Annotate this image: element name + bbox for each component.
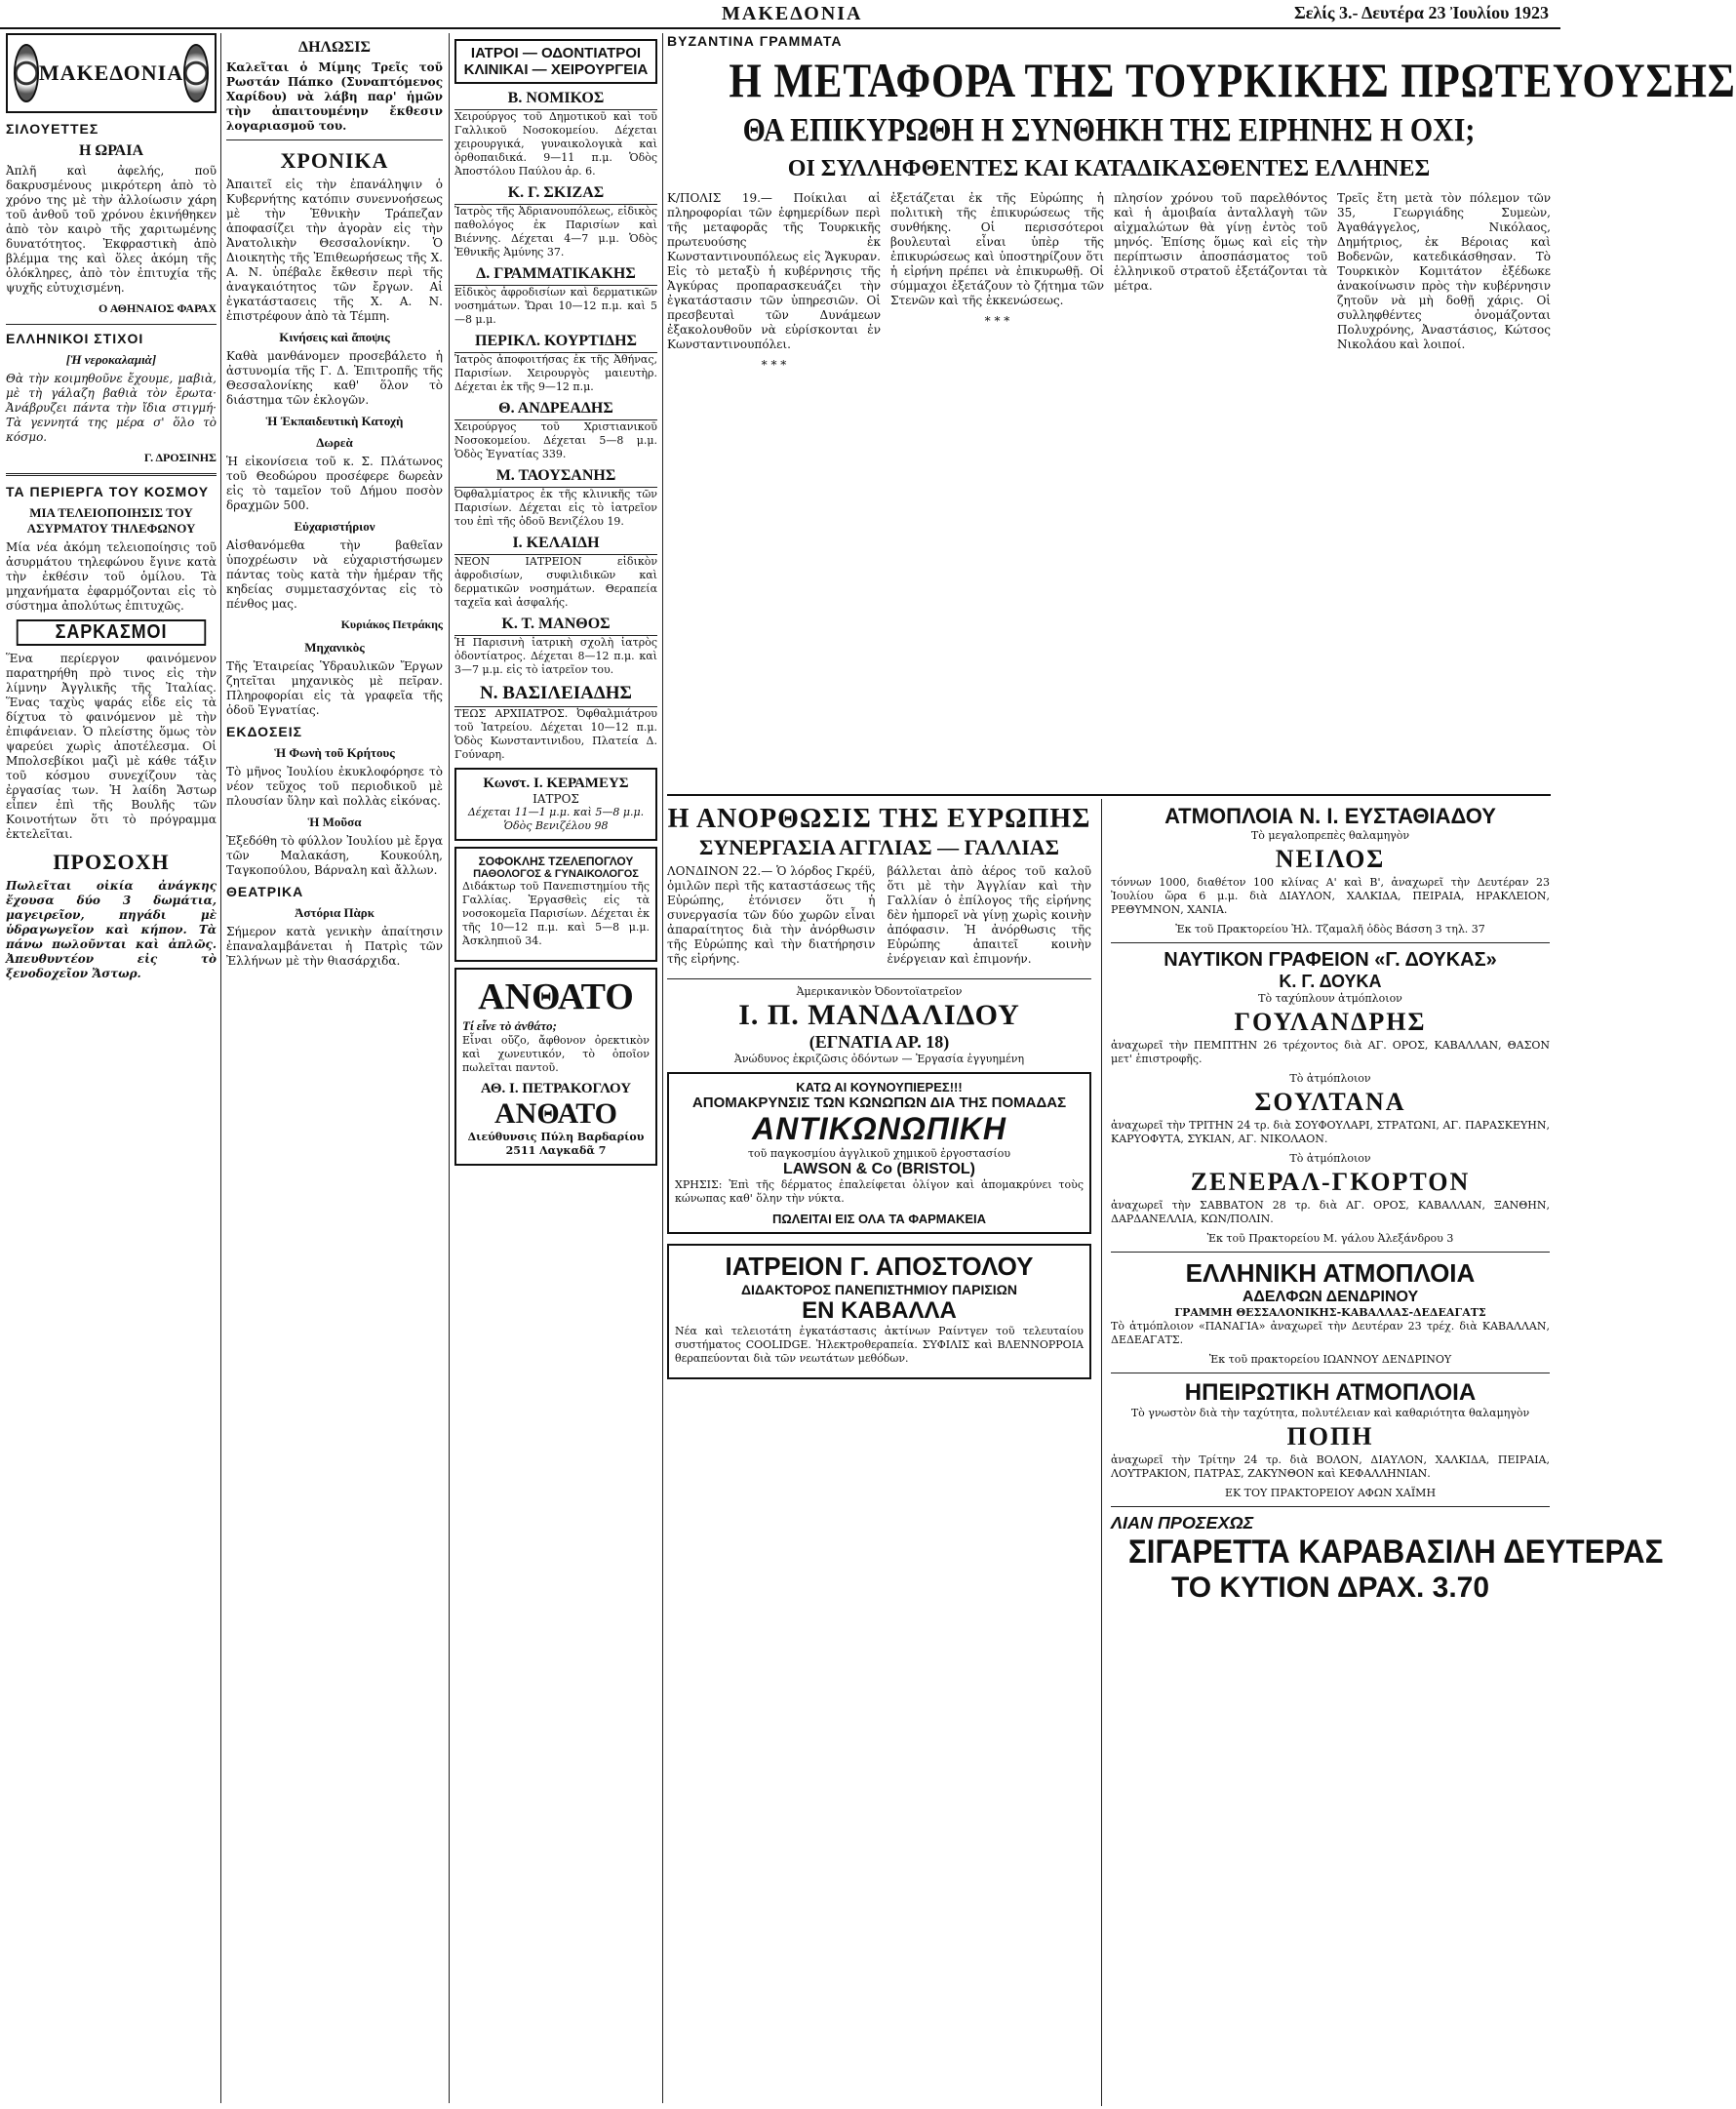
- corn-ad: [667, 1072, 1091, 1234]
- article-body: Ἀπλῆ καὶ ἀφελής, ποῦ δακρυσμένους μικρότερη ἀπὸ τὸ χρόνο της μὲ τὴν ἀλλοίωσιν χάρη τοῦ ἀνθοῦ τοῦ χρόνου ἐκινήθηκεν ἀπὸ τὸν καιρὸ τῆς χαριτωμένης δυνατότητος. Ἐκφραστικὴ ἀπὸ βλέμμα της καὶ ὅλες ἀκόμη τῆς ὁλόκληρες, ἀπὸ τὸν ἐπιτυχία τῆς ψυχῆς εὐτυχισμένη.: [6, 164, 217, 295]
- column-4: [667, 33, 1736, 2103]
- ship-footer: Ἐκ τοῦ πρακτορείου ΙΩΑΝΝΟΥ ΔΕΝΔΡΙΝΟΥ: [1208, 1353, 1452, 1366]
- ship-body: ἀναχωρεῖ τὴν ΠΕΜΠΤΗΝ 26 τρέχοντος διὰ ΑΓ. ΟΡΟΣ, ΚΑΒΑΛΛΑΝ, ΘΑΣΟΝ μετ' ἐπιστροφῆς.: [1111, 1039, 1550, 1065]
- clinic-ad: [667, 1244, 1091, 1379]
- notice-body: Πωλεῖται οἰκία ἀνάγκης ἔχουσα δύο 3 δωμάτια, μαγειρεῖον, πηγάδι μὲ ὑδραγωγεῖον καὶ κήπον. Τὰ πάνω πωλοῦνται καὶ ἀπλῶς. Ἀπευθυντέον εἰς τὸ ξενοδοχεῖον Ἄστωρ.: [6, 879, 217, 980]
- subhead-body: Καθὰ μανθάνομεν προσεβάλετο ἡ ἀστυνομία τῆς Γ. Δ. Ἐπιτροπῆς τῆς Θεσσαλονίκης καθ' ὅλον τὸ διάστημα τῶν ἐκλογῶν.: [226, 349, 443, 407]
- corn-footer: ΠΩΛΕΙΤΑΙ ΕΙΣ ΟΛΑ ΤΑ ΦΑΡΜΑΚΕΙΑ: [771, 1212, 987, 1226]
- shipping-headline: ΝΑΥΤΙΚΟΝ ΓΡΑΦΕΙΟΝ «Γ. ΔΟΥΚΑΣ»: [1164, 949, 1497, 971]
- doctors-banner: [454, 39, 657, 84]
- doctor-name: Κ. Γ. ΣΚΙΖΑΣ: [454, 184, 657, 205]
- dentist-intro: Ἀμερικανικὸν Ὀδοντοϊατρεῖον: [796, 985, 963, 998]
- article-body: βάλλεται ἀπὸ ἀέρος τοῦ καλοῦ ὅτι μὲ τὴν Ἀγγλίαν καὶ τὴν Γαλλίαν ὁ ἐπίλογος τῆς εἰρήνης δὲν ἠμπορεῖ νὰ γίνῃ χωρὶς κοινὴν ἀπόφασιν. Ἡ ἀνόρθωσις τῆς Εὐρώπης ἀπαιτεῖ κοινὴν ἐνέργειαν καὶ ἐπιμονήν.: [887, 864, 1091, 966]
- doctor-listing: [454, 265, 657, 327]
- subhead: Μηχανικὸς: [304, 640, 365, 655]
- masthead: [0, 0, 1560, 29]
- doctor-details: Εἰδικὸς ἀφροδισίων καὶ δερματικῶν νοσημάτων. Ὥραι 10—12 π.μ. καὶ 5—8 μ.μ.: [454, 286, 657, 326]
- anthato-body: Εἶναι οὔζο, ἄφθονον ὀρεκτικὸν καὶ χωνευτικόν, τὸ ὁποῖον πωλεῖται παντοῦ.: [462, 1034, 650, 1074]
- doctor-listing: [454, 333, 657, 394]
- article-body: ΛΟΝΔΙΝΟΝ 22.— Ὁ λόρδος Γκρέϋ, ὁμιλῶν περὶ τῆς καταστάσεως τῆς Εὐρώπης, ἐτόνισεν ὅτι ἡ συνεργασία τῶν δύο χωρῶν εἶναι ἀπαραίτητος διὰ τὴν ἀνόρθωσιν τῆς Εὐρώπης καὶ τὴν διατήρησιν τῆς εἰρήνης.: [667, 864, 876, 966]
- article-body: πλησίον χρόνου τοῦ παρελθόντος καὶ ἡ ἀμοιβαία ἀνταλλαγὴ τῶν αἰχμαλώτων θὰ γίνῃ ἐντὸς τοῦ μηνός. Ἐπίσης ὅμως καὶ εἰς τὴν περίπτωσιν ἀποσπάσματος τοῦ ἑλληνικοῦ στρατοῦ ἐξετάζονται τὰ μέτρα.: [1114, 191, 1327, 293]
- doctor-name: ΠΕΡΙΚΛ. ΚΟΥΡΤΙΔΗΣ: [454, 333, 657, 353]
- section-label: ΤΑ ΠΕΡΙΕΡΓΑ ΤΟΥ ΚΟΣΜΟΥ: [6, 484, 210, 499]
- logo-title: ΜΑΚΕΔΟΝΙΑ: [38, 60, 184, 85]
- ship-body: ἀναχωρεῖ τὴν ΣΑΒΒΑΤΟΝ 28 τρ. διὰ ΑΓ. ΟΡΟΣ, ΚΑΒΑΛΛΑΝ, ΞΑΝΘΗΝ, ΔΑΡΔΑΝΕΛΛΙΑ, ΚΩΝ/ΠΟΛΙΝ.: [1111, 1199, 1550, 1225]
- doctor-listing: [454, 535, 657, 610]
- declaration-body: Καλεῖται ὁ Μίμης Τρεῖς τοῦ Ρωστάν Πάπκο (Συναπτόμενος Χαρίδου) νὰ λάβη παρ' ἡμῶν τὴν ἀπαιτουμένην ἔκθεσιν λογαριασμοῦ του.: [226, 60, 443, 133]
- doctor-name: Δ. ΓΡΑΜΜΑΤΙΚΑΚΗΣ: [454, 265, 657, 286]
- divider: [667, 794, 1551, 796]
- column-divider: [220, 33, 221, 2103]
- divider: [667, 978, 1091, 979]
- europe-block: [667, 804, 1091, 1385]
- doctor-listing: [454, 90, 657, 179]
- column-divider: [662, 33, 663, 2103]
- subhead: Ἡ Φωνὴ τοῦ Κρήτους: [274, 745, 395, 760]
- doctor-details: Ἰατρὸς τῆς Ἀδριανουπόλεως, εἰδικὸς παθολόγος ἐκ Παρισίων καὶ Βιέννης. Δέχεται 4—7 μ.μ. Ὁδὸς Ἐθνικῆς Ἀμύνης 37.: [454, 205, 657, 259]
- ship-intro: Τὸ ἀτμόπλοιον: [1289, 1072, 1371, 1085]
- ship-intro: Τὸ ταχύπλουν ἀτμόπλοιον: [1258, 992, 1402, 1005]
- article-body: ἐξετάζεται ἐκ τῆς Εὐρώπης ἡ πολιτικὴ τῆς ἐπικυρώσεως τῆς συνθήκης. Οἱ περισσότεροι βουλευταὶ εἶναι ὑπὲρ τῆς ἐπικυρώσεως καὶ ὑποστηρίζουν ὅτι ἡ εἰρήνη πρέπει νὰ ἐπικυρωθῇ. Οἱ σύμμαχοι ἐξετάζουν τὸ ζήτημα τῶν Στενῶν καὶ τῆς ἐκκενώσεως.: [890, 191, 1104, 307]
- article-body: Ἕνα περίεργον φαινόμενον παρατηρήθη πρὸ τινος εἰς τὴν λίμνην Ἀγγλικῆς τῆς Ἰταλίας. Ἕνας ταχὺς ψαράς εἶδε εἰς τὰ δίχτυα τὸ φαινόμενον μὲ τὴν ἐπιφάνειαν. Ὁ πλείστης ὅμως τὸν ψαρεύει χωρὶς ἀποτέλεσμα. Οἱ Μπολσεβίκοι μαζὶ μὲ κάθε τάξιν τοῦ κόσμου συνεχίζουν τὰς ἐργασίας των. Ἡ λαίδη Ἄστωρ εἶπεν ἐπὶ τῆς Βουλῆς τῶν Κοινοτήτων ὅτι τὸ πρόγραμμα ἐκτελεῖται.: [6, 652, 217, 841]
- shipping-subheadline: Κ. Γ. ΔΟΥΚΑ: [1279, 972, 1382, 991]
- anthato-footer: ΑΝΘΑΤΟ: [493, 1097, 618, 1130]
- doctor-details: Χειρούργος τοῦ Δημοτικοῦ καὶ τοῦ Γαλλικοῦ Νοσοκομείου. Δέχεται χειρουργικά, γυναικολογικὰ καὶ ὀρθοπαιδικά. 9—11 π.μ. Ὁδὸς Ἀποστόλου Παύλου ἀρ. 6.: [454, 110, 657, 178]
- column-divider: [1101, 799, 1102, 2106]
- doctor-details: Δέχεται 11—1 μ.μ. καὶ 5—8 μ.μ. Ὁδὸς Βενιζέλου 98: [467, 806, 645, 832]
- doctor-name: Μ. ΤΑΟΥΣΑΝΗΣ: [454, 467, 657, 488]
- ship-intro: Τὸ ἀτμόπλοιον: [1289, 1152, 1371, 1165]
- section-banner: ΣΑΡΚΑΣΜΟΙ: [17, 619, 206, 646]
- subhead-body: Ἐξεδόθη τὸ φύλλον Ἰουλίου μὲ ἔργα τῶν Μαλακάση, Κουκούλη, Ταγκοπούλου, Βάρναλη καὶ ἄλλων.: [226, 834, 443, 877]
- europe-article: [667, 864, 1091, 973]
- shipping-headline: ΗΠΕΙΡΩΤΙΚΗ ΑΤΜΟΠΛΟΙΑ: [1184, 1379, 1477, 1406]
- corn-headline: ΑΠΟΜΑΚΡΥΝΣΙΣ ΤΩΝ ΚΩΝΩΠΩΝ ΔΙΑ ΤΗΣ ΠΟΜΑΔΑΣ: [691, 1094, 1067, 1111]
- anthato-question: Τί εἶνε τὸ ἀνθάτο;: [462, 1018, 557, 1033]
- main-subheadline-2: ΟΙ ΣΥΛΛΗΦΘΕΝΤΕΣ ΚΑΙ ΚΑΤΑΔΙΚΑΣΘΕΝΤΕΣ ΕΛΛΗΝΕΣ: [787, 156, 1431, 181]
- subhead-body: Αἰσθανόμεθα τὴν βαθεῖαν ὑποχρέωσιν νὰ εὐχαριστήσωμεν πάντας τοὺς κατὰ τὴν ἡμέραν τῆς κηδείας συμμετασχόντας εἰς τὸ πένθος μας.: [226, 538, 443, 611]
- ship-name: ΣΟΥΛΤΑΝΑ: [1254, 1088, 1406, 1116]
- subhead-body: Τὸ μῆνος Ἰουλίου ἐκυκλοφόρησε τὸ νέον τεῦχος τοῦ περιοδικοῦ μὲ πλουσίαν ὕλην καὶ πολλὰς εἰκόνας.: [226, 765, 443, 808]
- cigarette-name: ΣΙΓΑΡΕΤΤΑ ΚΑΡΑΒΑΣΙΛΗ ΔΕΥΤΕΡΑΣ: [1128, 1533, 1664, 1571]
- dentist-footer: Ἀνώδυνος ἐκριζῶσις ὀδόντων — Ἐργασία ἐγγυημένη: [733, 1053, 1025, 1065]
- ship-intro: Τὸ γνωστὸν διὰ τὴν ταχύτητα, πολυτέλειαν καὶ καθαριότητα θαλαμηγὸν: [1130, 1407, 1530, 1419]
- shipping-headline: ΕΛΛΗΝΙΚΗ ΑΤΜΟΠΛΟΙΑ: [1185, 1258, 1476, 1288]
- shipping-block: [1111, 804, 1664, 1605]
- clinic-city: ΕΝ ΚΑΒΑΛΛΑ: [802, 1297, 957, 1324]
- clinic-name: ΙΑΤΡΕΙΟΝ Γ. ΑΠΟΣΤΟΛΟΥ: [725, 1252, 1034, 1281]
- divider: [1111, 1506, 1550, 1507]
- doctor-details: Ἰατρὸς ἀποφοιτήσας ἐκ τῆς Ἀθήνας, Παρισίων. Χειρουργὸς μαιευτὴρ. Δέχεται ἐκ τῆς 9—12 π.μ.: [454, 353, 657, 393]
- poem-title: [Ἡ νεροκαλαμιὰ]: [65, 352, 157, 367]
- divider: [6, 473, 217, 476]
- subhead: Κινήσεις καὶ ἄποψις: [279, 330, 390, 344]
- doctor-listing: [454, 184, 657, 259]
- masthead-date: Σελίς 3.- Δευτέρα 23 Ἰουλίου 1923: [1294, 3, 1549, 22]
- corn-company: LAWSON & Co (BRISTOL): [782, 1161, 976, 1177]
- doctor-details: ΝΕΟΝ ΙΑΤΡΕΙΟΝ εἰδικὸν ἀφροδισίων, συφιλιδικῶν καὶ δερματικῶν νοσημάτων. Θεραπεία ταχεῖα καὶ ἀσφαλής.: [454, 555, 657, 609]
- article-title: ΜΙΑ ΤΕΛΕΙΟΠΟΙΗΣΙΣ ΤΟΥ ΑΣΥΡΜΑΤΟΥ ΤΗΛΕΦΩΝΟΥ: [26, 505, 196, 536]
- subhead: Δωρεὰ: [316, 435, 353, 450]
- shipping-subheadline: ΑΔΕΛΦΩΝ ΔΕΝΔΡΙΝΟΥ: [1242, 1289, 1419, 1305]
- doctor-details: ΤΕΩΣ ΑΡΧΙΙΑΤΡΟΣ. Ὀφθαλμιάτρου τοῦ Ἰατρείου. Δέχεται 10—12 π.μ. Ὁδὸς Κωνσταντινιδου, Πλατεία Δ. Γούναρη.: [454, 707, 657, 761]
- emblem-icon: [14, 44, 39, 102]
- doctor-name: Β. ΝΟΜΙΚΟΣ: [454, 90, 657, 110]
- anthato-maker: ΑΘ. Ι. ΠΕΤΡΑΚΟΓΛΟΥ: [480, 1081, 632, 1096]
- chronicle-body: Ἀπαιτεῖ εἰς τὴν ἐπανάληψιν ὁ Κυβερνήτης κατόπιν συνεννοήσεως μὲ τὴν Ἑθνικὴν Τράπεζαν ἀποφασίζει τὴν ἀγορὰν εἰς τὴν Ἀνατολικὴν Θεσσαλονίκην. Ὁ Διοικητὴς τῆς Ἐπιθεωρήσεως τῆς Χ. Α. Ν. ὑπέβαλε ἔκθεσιν περὶ τῆς ἀναγκαιότητος τῶν ἔργων. Αἱ ἐγκατάστασεις τῆς Χ. Α. Ν. ἐπιστρέφουν ἀπὸ τὰ Τέμπη.: [226, 178, 443, 323]
- doctor-name: Ι. ΚΕΛΑΙΔΗ: [454, 535, 657, 555]
- main-article: [667, 191, 1551, 376]
- europe-subheadline: ΣΥΝΕΡΓΑΣΙΑ ΑΓΓΛΙΑΣ — ΓΑΛΛΙΑΣ: [698, 835, 1060, 859]
- ship-intro: Τὸ μεγαλοπρεπὲς θαλαμηγὸν: [1250, 829, 1410, 842]
- ship-name: ΓΟΥΛΑΝΔΡΗΣ: [1234, 1008, 1427, 1036]
- section-label: ΕΛΛΗΝΙΚΟΙ ΣΤΙΧΟΙ: [6, 331, 144, 346]
- subhead: Ἡ Ἐκπαιδευτικὴ Κατοχὴ: [265, 414, 404, 428]
- emblem-icon: [183, 44, 209, 102]
- ship-footer: Ἐκ τοῦ Πρακτορείου Μ. γάλου Ἀλεξάνδρου 3: [1206, 1232, 1454, 1245]
- poem-signature: Γ. ΔΡΟΣΙΝΗΣ: [143, 451, 217, 464]
- section-label: ΒΥΖΑΝΤΙΝΑ ΓΡΑΜΜΑΤΑ: [667, 33, 843, 49]
- doctor-name: Ν. ΒΑΣΙΛΕΙΑΔΗΣ: [454, 683, 657, 707]
- logo-banner: [6, 33, 217, 113]
- ship-body: ἀναχωρεῖ τὴν ΤΡΙΤΗΝ 24 τρ. διὰ ΣΟΥΦΟΥΛΑΡΙ, ΣΤΡΑΤΩΝΙ, ΑΓ. ΠΑΡΑΣΚΕΥΗΝ, ΚΑΡΥΟΦΥΤΑ, ΣΥΚΙΑΝ, ΑΓ. ΝΙΚΟΛΑΟΝ.: [1111, 1119, 1550, 1145]
- subhead: Ἀστόρια Πὰρκ: [295, 905, 375, 920]
- masthead-name: ΜΑΚΕΔΟΝΙΑ: [722, 3, 863, 24]
- declaration-title: ΔΗΛΩΣΙΣ: [298, 39, 371, 56]
- doctor-title: ΙΑΤΡΟΣ: [533, 792, 579, 806]
- ship-name: ΖΕΝΕΡΑΛ-ΓΚΟΡΤΟΝ: [1190, 1168, 1471, 1196]
- clinic-subtitle: ΔΙΔΑΚΤΟΡΟΣ ΠΑΝΕΠΙΣΤΗΜΙΟΥ ΠΑΡΙΣΙΩΝ: [740, 1282, 1018, 1297]
- anthato-title: ΑΝΘΑΤΟ: [478, 976, 634, 1017]
- section-label: ΣΙΛΟΥΕΤΤΕΣ: [6, 121, 99, 137]
- ship-body: τόννων 1000, διαθέτον 100 κλίνας Α' καὶ Β', ἀναχωρεῖ τὴν Δευτέραν 23 Ἰουλίου ὥρα 6 μ.μ. διὰ ΔΙΑΥΛΟΝ, ΧΑΛΚΙΔΑ, ΠΕΙΡΑΙΑ, ΗΡΑΚΛΕΙΟΝ, ΡΕΘΥΜΝΟΝ, ΧΑΝΙΑ.: [1111, 876, 1550, 916]
- doctor-name: Κ. Τ. ΜΑΝΘΟΣ: [454, 616, 657, 636]
- doctor-ad-box: [454, 768, 657, 841]
- article-signature: Ο ΑΘΗΝΑΙΟΣ ΦΑΡΑΧ: [99, 301, 217, 315]
- dentist-address: (ΕΓΝΑΤΙΑ ΑΡ. 18): [809, 1032, 950, 1052]
- ship-body: ἀναχωρεῖ τὴν Τρίτην 24 τρ. διὰ ΒΟΛΟΝ, ΔΙΑΥΛΟΝ, ΧΑΛΚΙΔΑ, ΠΕΙΡΑΙΑ, ΛΟΥΤΡΑΚΙΟΝ, ΠΑΤΡΑΣ, ΖΑΚΥΝΘΟΝ καὶ ΚΕΦΑΛΛΗΝΙΑΝ.: [1111, 1453, 1550, 1480]
- doctor-title: ΠΑΘΟΛΟΓΟΣ & ΓΥΝΑΙΚΟΛΟΓΟΣ: [473, 868, 639, 880]
- subhead: Ἡ Μοῦσα: [307, 815, 362, 829]
- doctor-name: Κωνστ. Ι. ΚΕΡΑΜΕΥΣ: [483, 776, 629, 791]
- divider: [1111, 942, 1550, 943]
- article-body: Τρεῖς ἔτη μετὰ τὸν πόλεμον τῶν 35, Γεωργιάδης Συμεὼν, Ἀγαθάγγελος, Νικόλαος, Δημήτριος, ἐκ Βέροιας καὶ Βοδενῶν, κατεδικάσθησαν. Τὸ Τουρκικὸν Κομιτάτον ἐξέδωκε ἀνακοίνωσιν πρὸς τὴν κυβέρνησιν ζητοῦν νὰ μὴ δοθῇ χάρις. Οἱ συλληφθέντες ὀνομάζονται Πολυχρόνης, Ἀναστάσιος, Κώτσος Νικολάου καὶ λοιποί.: [1337, 191, 1551, 351]
- clinic-body: Νέα καὶ τελειοτάτη ἐγκατάστασις ἀκτίνων Ραίντγεν τοῦ τελευταίου συστήματος COOLIDGE. Ἠλεκτροθεραπεία. ΣΥΦΙΛΙΣ καὶ ΒΛΕΝΝΟΡΡΟΙΑ θεραπεύονται διὰ τῶν νεωτάτων μεθόδων.: [675, 1325, 1084, 1365]
- notice-title: ΠΡΟΣΟΧΗ: [53, 850, 170, 874]
- poem-body: Θὰ τὴν κοιμηθοῦνε ἔχουμε, μαβιὰ, μὲ τὴ γάλαζη βαθιὰ τὸν ἔρωτα· Ἀνάβρυζει πάντα τὴν ἴδια στιγμή· Τὰ γεννητά της μέρα σ' ὅλο τὸ κόσμο.: [6, 372, 217, 444]
- separator-stars: * * *: [761, 358, 787, 372]
- doctor-listing: [454, 400, 657, 461]
- doctor-details: Ὀφθαλμίατρος ἐκ τῆς κλινικῆς τῶν Παρισίων. Δέχεται εἰς τὸ ἰατρεῖον του ἐπὶ τῆς ὁδοῦ Βενιζέλου 19.: [454, 488, 657, 528]
- column-divider: [449, 33, 450, 2103]
- doctor-listing: [454, 683, 657, 762]
- doctor-details: Διδάκτωρ τοῦ Πανεπιστημίου τῆς Γαλλίας. Ἐργασθεὶς εἰς τὰ νοσοκομεῖα Παρισίων. Δέχεται ἐκ τῆς 10—12 π.μ. καὶ 5—8 μ.μ. Ἀσκληπιοῦ 34.: [462, 880, 650, 947]
- divider: [226, 139, 443, 140]
- doctor-name: ΣΟΦΟΚΛΗΣ ΤΖΕΛΕΠΟΓΛΟΥ: [478, 855, 634, 868]
- divider: [6, 324, 217, 325]
- chronicle-title: ΧΡΟΝΙΚΑ: [280, 148, 389, 173]
- doctors-banner-title: ΙΑΤΡΟΙ — ΟΔΟΝΤΙΑΤΡΟΙ ΚΛΙΝΙΚΑΙ — ΧΕΙΡΟΥΡΓΕΙΑ: [463, 45, 649, 78]
- doctor-details: Χειρούργος τοῦ Χριστιανικοῦ Νοσοκομείου. Δέχεται 5—8 μ.μ. Ὁδὸς Ἐγνατίας 339.: [454, 420, 657, 460]
- ship-footer: Ἐκ τοῦ Πρακτορείου Ἠλ. Τζαμαλῆ ὁδὸς Βάσση 3 τηλ. 37: [1175, 923, 1485, 935]
- ship-body: Τὸ ἀτμόπλοιον «ΠΑΝΑΓΙΑ» ἀναχωρεῖ τὴν Δευτέραν 23 τρέχ. διὰ ΚΑΒΑΛΛΑΝ, ΔΕΔΕΑΓΑΤΣ.: [1111, 1320, 1550, 1346]
- column-2: [226, 33, 443, 2103]
- subhead-body: Σήμερον κατὰ γενικὴν ἀπαίτησιν ἐπαναλαμβάνεται ἡ Πατρὶς τῶν Ἐλλήνων μὲ τὴν θιασάρχιδα.: [226, 925, 443, 968]
- shipping-headline: ΑΤΜΟΠΛΟΙΑ Ν. Ι. ΕΥΣΤΑΘΙΑΔΟΥ: [1164, 804, 1496, 828]
- article-title: Η ΩΡΑΙΑ: [78, 142, 143, 159]
- doctor-details: Ἡ Παρισινὴ ἰατρικὴ σχολὴ ἰατρὸς ὀδοντίατρος. Δέχεται 8—12 π.μ. καὶ 3—7 μ.μ. εἰς τὸ ἰατρεῖον του.: [454, 636, 657, 676]
- europe-headline: Η ΑΝΟΡΘΩΣΙΣ ΤΗΣ ΕΥΡΩΠΗΣ: [667, 804, 1091, 834]
- column-3: [454, 33, 657, 2103]
- anthato-address: Διεύθυνσις Πύλη Βαρδαρίου 2511 Λαγκαδᾶ 7: [467, 1131, 645, 1157]
- ship-name: ΠΟΠΗ: [1286, 1422, 1374, 1451]
- subhead-body: Ἡ εἰκονίσεια τοῦ κ. Σ. Πλάτωνος τοῦ Θεοδώρου προσέφερε δωρεὰν εἰς τὸ ταμεῖον τοῦ Δήμου ποσὸν δραχμῶν 500.: [226, 455, 443, 512]
- anthato-ad: [454, 968, 657, 1166]
- article-body: Κ/ΠΟΛΙΣ 19.— Ποίκιλαι αἱ πληροφορίαι τῶν ἐφημερίδων περὶ τῆς μεταφορᾶς τῆς Τουρκικῆς πρωτευούσης ἐκ Κωνσταντινουπόλεως εἰς Ἄγκυραν. Εἰς τὸ μεταξὺ ἡ κυβέρνησις τῆς Ἀγκύρας προπαρασκευάζει τὴν ἐγκατάστασιν τῶν ὑπηρεσιῶν. Οἱ πρεσβευταὶ τῶν Δυνάμεων ἐξακολουθοῦν νὰ εὑρίσκονται ἐν Κωνσταντινουπόλει.: [667, 191, 881, 351]
- signature: Κυριάκος Πετράκης: [340, 617, 443, 631]
- divider: [1111, 1252, 1550, 1253]
- column-1: [6, 33, 217, 2103]
- main-headline: Η ΜΕΤΑΦΟΡΑ ΤΗΣ ΤΟΥΡΚΙΚΗΣ ΠΡΩΤΕΥΟΥΣΗΣ: [729, 53, 1736, 107]
- doctor-listing: [454, 467, 657, 529]
- separator-stars: * * *: [984, 314, 1010, 328]
- corn-top: ΚΑΤΩ ΑΙ ΚΟΥΝΟΥΠΙΕΡΕΣ!!!: [796, 1080, 963, 1094]
- corn-maker: τοῦ παγκοσμίου ἀγγλικοῦ χημικοῦ ἐργοστασίου: [747, 1147, 1011, 1160]
- cigarette-teaser: ΛΙΑΝ ΠΡΟΣΕΧΩΣ: [1111, 1513, 1254, 1532]
- ship-name: ΝΕΙΛΟΣ: [1275, 845, 1386, 873]
- doctor-listing: [454, 616, 657, 677]
- article-body: Μία νέα ἀκόμη τελειοποίησις τοῦ ἀσυρμάτου τηλεφώνου ἔγινε κατὰ τὴν ἐκθέσιν τοῦ ὁμίλου. Τὰ μηχανήματα ἐφαρμόζονται εἰς τὸ σύστημα ἀπολύτως ἐπιτυχῶς.: [6, 540, 217, 613]
- doctor-name: Θ. ΑΝΔΡΕΑΔΗΣ: [454, 400, 657, 420]
- main-subheadline: ΘΑ ΕΠΙΚΥΡΩΘΗ Η ΣΥΝΘΗΚΗ ΤΗΣ ΕΙΡΗΝΗΣ Η ΟΧΙ;: [742, 112, 1476, 148]
- ship-footer: ΕΚ ΤΟΥ ΠΡΑΚΤΟΡΕΙΟΥ ΑΦΩΝ ΧΑΪΜΗ: [1224, 1487, 1437, 1499]
- doctor-ad-box: [454, 847, 657, 962]
- corn-body: ΧΡΗΣΙΣ: Ἐπὶ τῆς δέρματος ἐπαλείφεται ὀλίγον καὶ ἀπομακρύνει τοὺς κώνωπας καθ' ὅλην τὴν νύκτα.: [675, 1178, 1084, 1205]
- section-label: ΘΕΑΤΡΙΚΑ: [226, 884, 304, 899]
- dentist-name: Ι. Π. ΜΑΝΔΑΛΙΔΟΥ: [738, 999, 1020, 1031]
- subhead-body: Τῆς Ἑταιρείας Ὑδραυλικῶν Ἔργων ζητεῖται μηχανικὸς μὲ πεῖραν. Πληροφορίαι εἰς τὰ γραφεῖα τῆς ὁδοῦ Ἐγνατίας.: [226, 659, 443, 717]
- cigarette-price: ΤΟ ΚΥΤΙΟΝ ΔΡΑΧ. 3.70: [1170, 1572, 1490, 1604]
- corn-product: ΑΝΤΙΚΩΝΩΠΙΚΗ: [752, 1111, 1006, 1146]
- subhead: Εὐχαριστήριον: [294, 519, 375, 534]
- section-label: ΕΚΔΟΣΕΙΣ: [226, 724, 303, 739]
- ship-line: ΓΡΑΜΜΗ ΘΕΣΣΑΛΟΝΙΚΗΣ-ΚΑΒΑΛΛΑΣ-ΔΕΔΕΑΓΑΤΣ: [1174, 1306, 1486, 1319]
